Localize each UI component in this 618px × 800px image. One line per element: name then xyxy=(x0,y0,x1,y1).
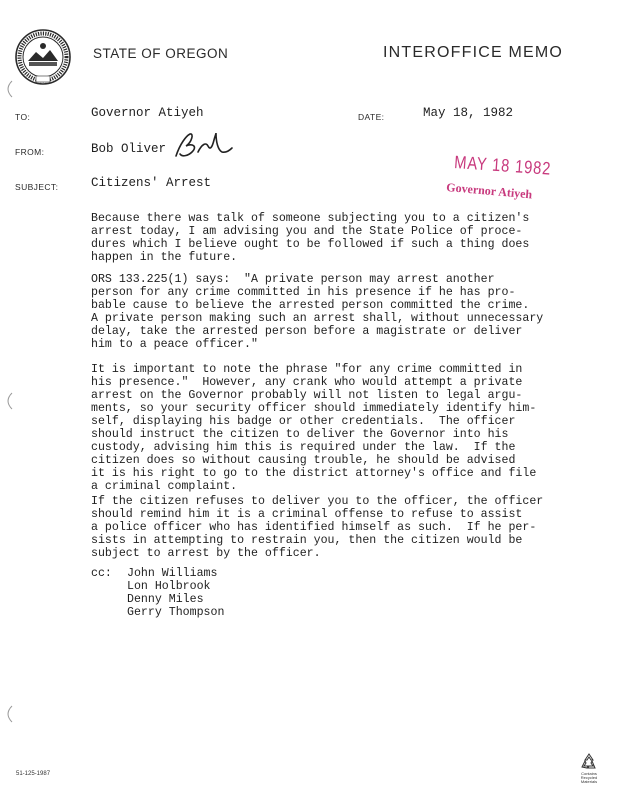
punch-hole-mark xyxy=(3,80,13,98)
body-paragraph-1: Because there was talk of someone subjecting you to a citizen's arrest today, I am advising you and the State Police of proce- dures which I believe ought to be followed if such a thing does happen in the future. xyxy=(91,212,530,264)
body-paragraph-4: If the citizen refuses to deliver you to the officer, the officer should remind him it is a criminal offense to refuse to assist a police officer who has identified himself as such. If he per- sists in attempting to restrain you, then the citizen would be subject to arrest by the officer. xyxy=(91,495,544,560)
state-of-oregon-seal xyxy=(14,28,72,86)
to-value: Governor Atiyeh xyxy=(91,106,204,120)
from-value: Bob Oliver xyxy=(91,142,167,156)
body-paragraph-3: It is important to note the phrase "for any crime committed in his presence." However, any crank who would attempt a private arrest on the Governor probably will not listen to legal argu- ments, so your security officer should immediately identify him- self, displaying his badge or other credentials. The officer should instruct the citizen to deliver the Governor into his custody, advising him this is required under the law. If the citizen does so without causing trouble, he should be advised it is his right to go to the district attorney's office and file a criminal complaint. xyxy=(91,363,537,493)
cc-list xyxy=(127,567,224,619)
cc-name: John Williams xyxy=(127,567,218,580)
cc-name: Lon Holbrook xyxy=(127,580,211,593)
recycle-text-2: Recycled xyxy=(580,775,598,780)
subject-value: Citizens' Arrest xyxy=(91,176,212,190)
subject-label: SUBJECT: xyxy=(15,182,59,192)
received-stamp-name: Governor Atiyeh xyxy=(445,180,533,202)
from-label: FROM: xyxy=(15,147,45,157)
date-label: DATE: xyxy=(358,112,385,122)
header-memo-type: INTEROFFICE MEMO xyxy=(383,44,564,61)
recycle-icon xyxy=(579,752,599,772)
cc-label: cc: xyxy=(91,567,112,580)
punch-hole-mark xyxy=(3,392,13,410)
received-stamp-date: MAY 18 1982 xyxy=(453,152,552,179)
date-value: May 18, 1982 xyxy=(423,106,514,120)
body-paragraph-2: ORS 133.225(1) says: "A private person may arrest another person for any crime committed in his presence if he has pro- bable cause to believe the arrested person committed the crime. A private person making such an arrest shall, without unnecessary delay, take the arrested person before a magistrate or deliver him to a peace officer." xyxy=(91,273,544,351)
recycle-text-3: Materials xyxy=(580,779,598,784)
to-label: TO: xyxy=(15,112,31,122)
punch-hole-mark xyxy=(3,705,13,723)
recycled-paper-mark xyxy=(576,752,602,792)
form-code: 51-125-1987 xyxy=(16,771,51,777)
cc-name: Denny Miles xyxy=(127,593,204,606)
header-state: STATE OF OREGON xyxy=(93,46,229,61)
recycle-text-1: Contains xyxy=(581,771,597,776)
cc-name: Gerry Thompson xyxy=(127,606,225,619)
handwritten-initials-signature xyxy=(172,130,234,162)
